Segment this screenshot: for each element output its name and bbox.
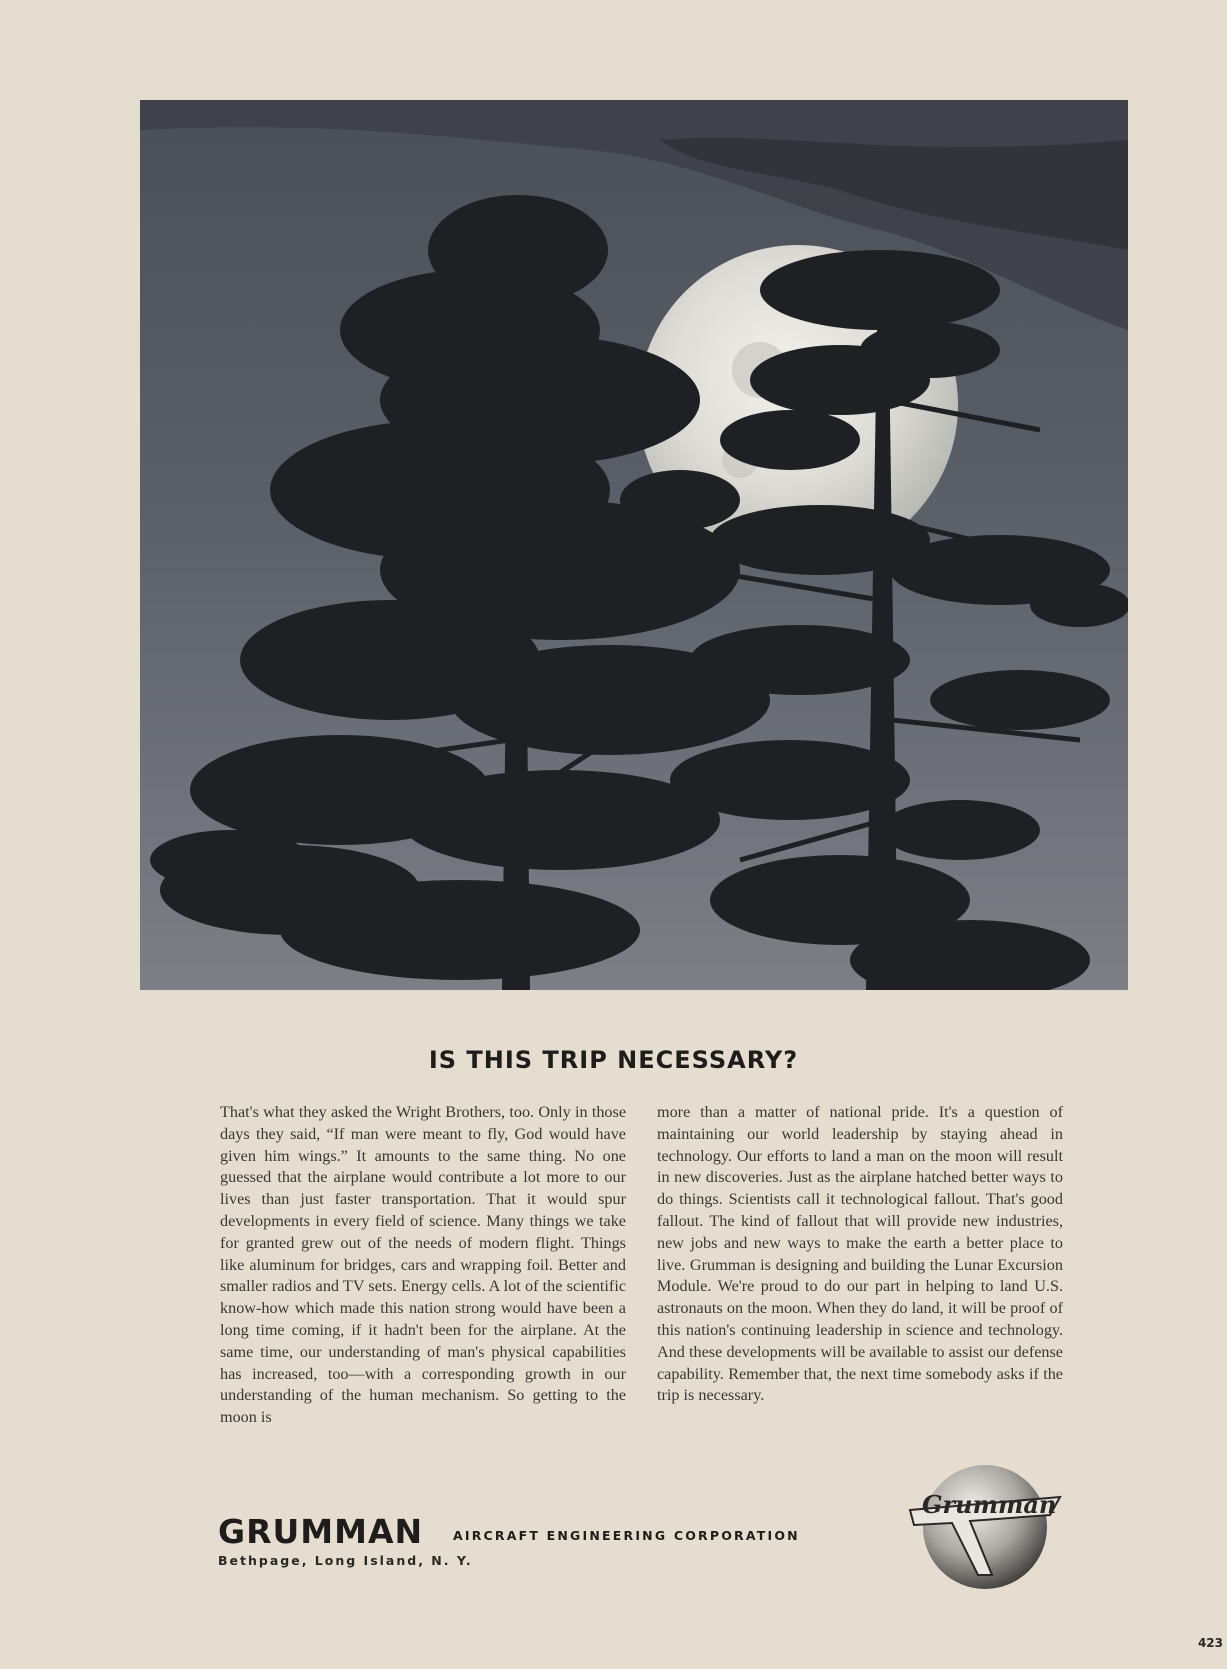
- brand-address: Bethpage, Long Island, N. Y.: [218, 1553, 473, 1568]
- page-number: 423: [1197, 1636, 1223, 1650]
- body-column-left: That's what they asked the Wright Brothers, too. Only in those days they said, “If man were meant to fly, God would have given him wings.” It amounts to the same thing. No one guessed that the airplane would contribute a lot more to our lives than just faster transportation. That it would spur developments in every field of science. Many things we take for granted grew out of the needs of modern flight. Things like aluminum for bridges, cars and wrapping foil. Better and smaller radios and TV sets. Energy cells. A lot of the scientific know-how which made this nation strong would have been a long time coming, if it hadn't been for the airplane. At the same time, our understanding of man's physical capabilities has increased, too—with a corresponding growth in our understanding of the human mechanism. So getting to the moon is: [220, 1103, 626, 1427]
- brand-subtitle: AIRCRAFT ENGINEERING CORPORATION: [453, 1528, 800, 1543]
- moon-trees-photo: [140, 100, 1128, 990]
- photo-illustration: [140, 100, 1128, 990]
- body-column-right: more than a matter of national pride. It's a question of maintaining our world leadership by staying ahead in technology. Our efforts to land a man on the moon will result in new discoveries. Just as the airplane hatched better ways to do things. Scientists call it technological fallout. That's good fallout. The kind of fallout that will provide new industries, new jobs and new ways to make the earth a better place to live. Grumman is designing and building the Lunar Excursion Module. We're proud to do our part in helping to land U.S. astronauts on the moon. When they do land, it will be proof of this nation's continuing leadership in science and technology. And these developments will be available to assist our defense capability. Remember that, the next time somebody asks if the trip is necessary.: [657, 1103, 1063, 1405]
- grumman-logo: [900, 1455, 1070, 1595]
- brand-name: GRUMMAN: [218, 1512, 424, 1551]
- headline: IS THIS TRIP NECESSARY?: [428, 1046, 799, 1074]
- logo-wordmark: Grumman: [922, 1490, 1057, 1519]
